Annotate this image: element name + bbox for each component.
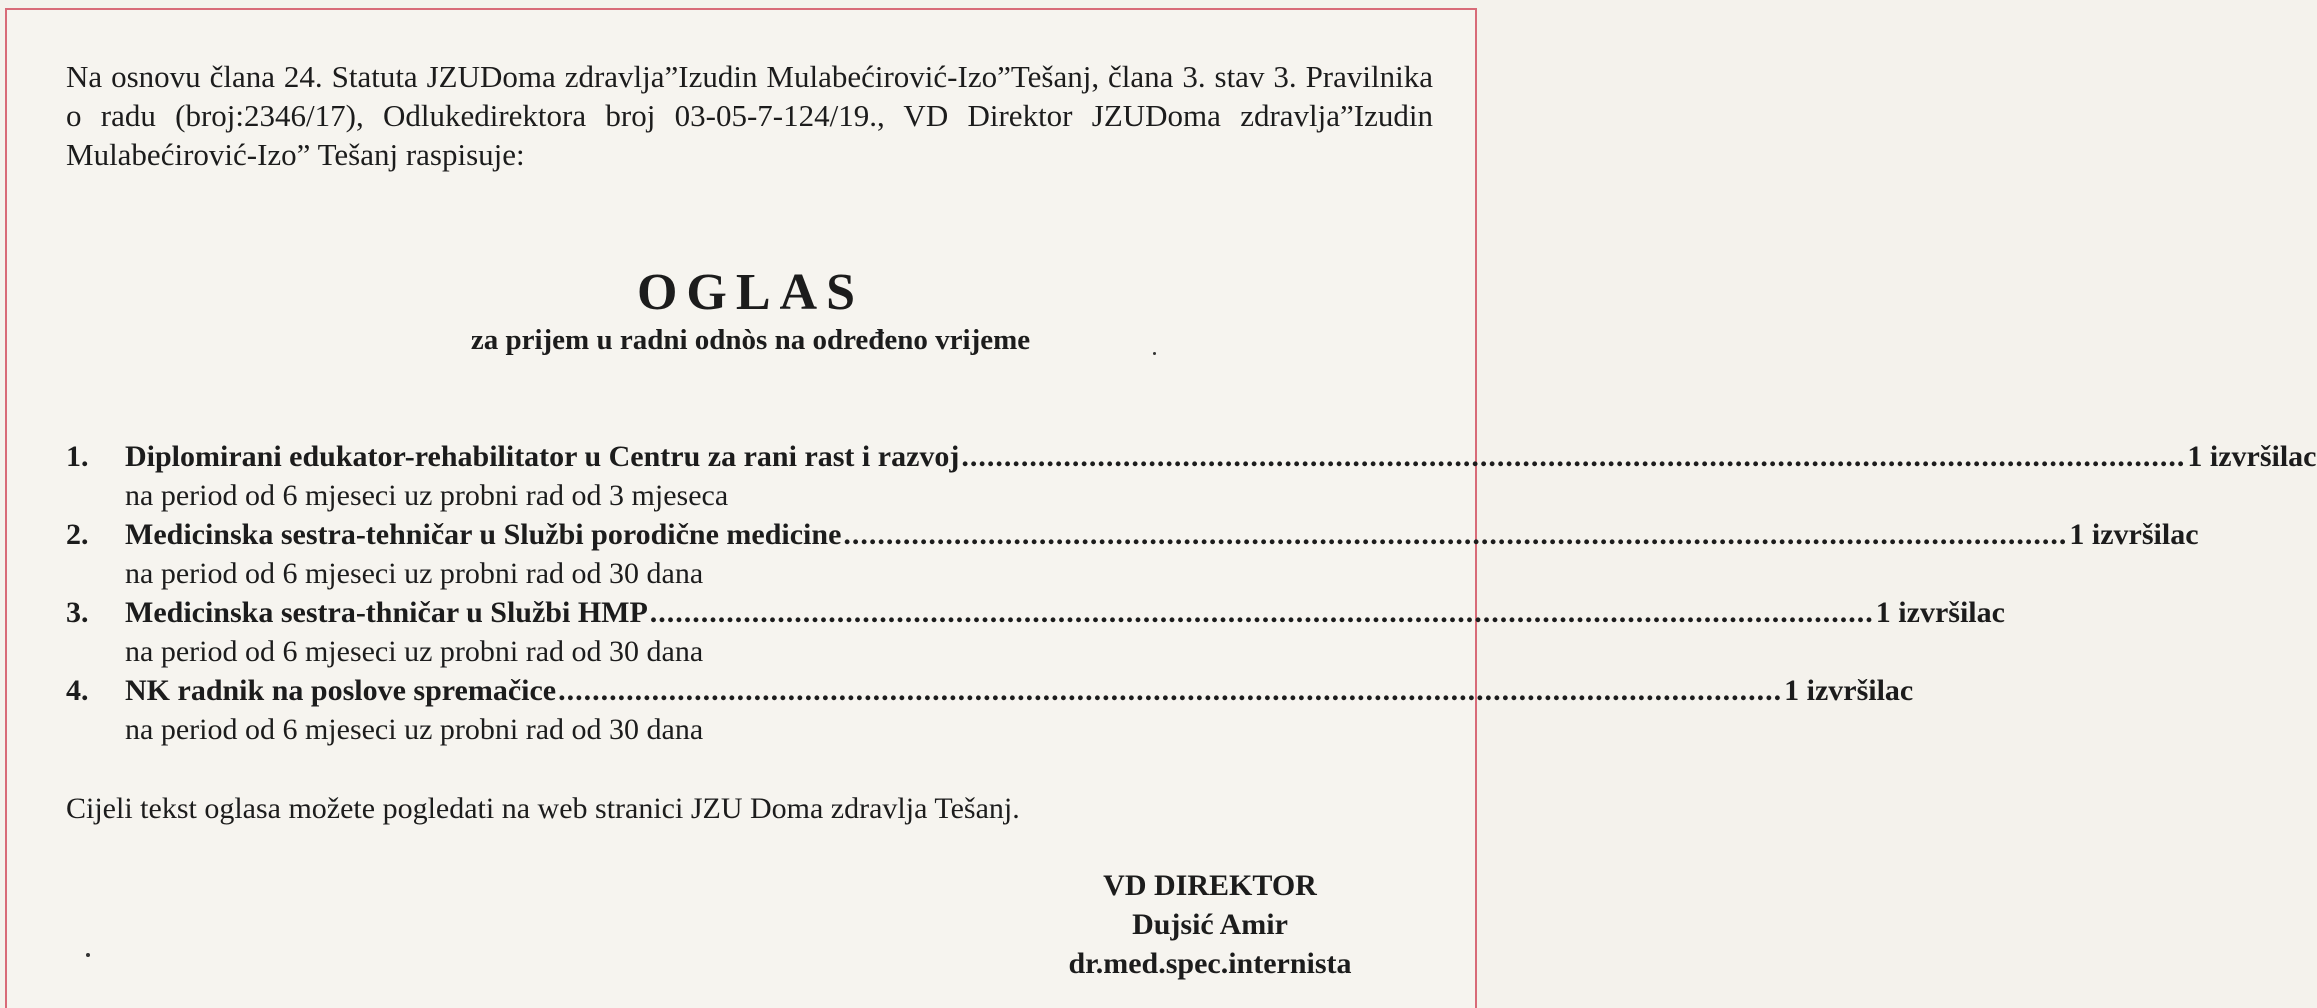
position-count: 1 izvršilac [2069, 518, 2199, 551]
positions-list [66, 437, 2317, 749]
position-line [66, 437, 2317, 476]
position-title: Medicinska sestra-tehničar u Službi porodične medicine [125, 518, 842, 551]
position-number: 4. [66, 674, 89, 707]
position-line [66, 593, 2005, 632]
print-speck [86, 953, 90, 957]
position-period: na period od 6 mjeseci uz probni rad od 30 dana [125, 557, 704, 590]
web-notice: Cijeli tekst oglasa možete pogledati na web stranici JZU Doma zdravlja Tešanj. [66, 792, 1020, 825]
position-item-1 [66, 437, 2317, 515]
announcement-subtitle: za prijem u radni odnòs na određeno vrijeme [470, 324, 1031, 356]
position-count: 1 izvršilac [1784, 674, 1914, 707]
position-title: Diplomirani edukator-rehabilitator u Centru za rani rast i razvoj [125, 440, 960, 473]
signature-role: VD DIREKTOR [1103, 869, 1317, 902]
dot-leader: ................................................................................................................................................ [961, 440, 2186, 473]
print-speck [1153, 352, 1156, 355]
position-period: na period od 6 mjeseci uz probni rad od 30 dana [125, 713, 704, 746]
position-item-4 [66, 671, 1914, 749]
position-number: 2. [66, 518, 89, 551]
dot-leader: ................................................................................................................................................ [843, 518, 2068, 551]
position-count: 1 izvršilac [1875, 596, 2005, 629]
signature-credentials: dr.med.spec.internista [1068, 947, 1352, 980]
position-number: 1. [66, 440, 89, 473]
position-title: NK radnik na poslove spremačice [125, 674, 557, 707]
intro-paragraph: Na osnovu člana 24. Statuta JZUDoma zdravlja”Izudin Mulabećirović-Izo”Tešanj, člana 3. stav 3. Pravilnika o radu (broj:2346/17), Odlukedirektora broj 03-05-7-124/19., VD Direktor JZUDoma zdravlja”Izudin Mulabećirović-Izo” Tešanj raspisuje: [66, 59, 1433, 172]
position-line [66, 671, 1914, 710]
dot-leader: ................................................................................................................................................ [558, 674, 1783, 707]
position-period: na period od 6 mjeseci uz probni rad od 3 mjeseca [125, 479, 729, 512]
announcement-title: OGLAS [636, 264, 865, 321]
signature-name: Dujsić Amir [1132, 908, 1288, 941]
position-period: na period od 6 mjeseci uz probni rad od 30 dana [125, 635, 704, 668]
position-title: Medicinska sestra-thničar u Službi HMP [125, 596, 648, 629]
position-item-3 [66, 593, 2005, 671]
position-item-2 [66, 515, 2199, 593]
position-line [66, 515, 2199, 554]
position-count: 1 izvršilac [2187, 440, 2317, 473]
dot-leader: ................................................................................................................................................ [649, 596, 1874, 629]
signature-block [1010, 866, 1410, 983]
position-number: 3. [66, 596, 89, 629]
